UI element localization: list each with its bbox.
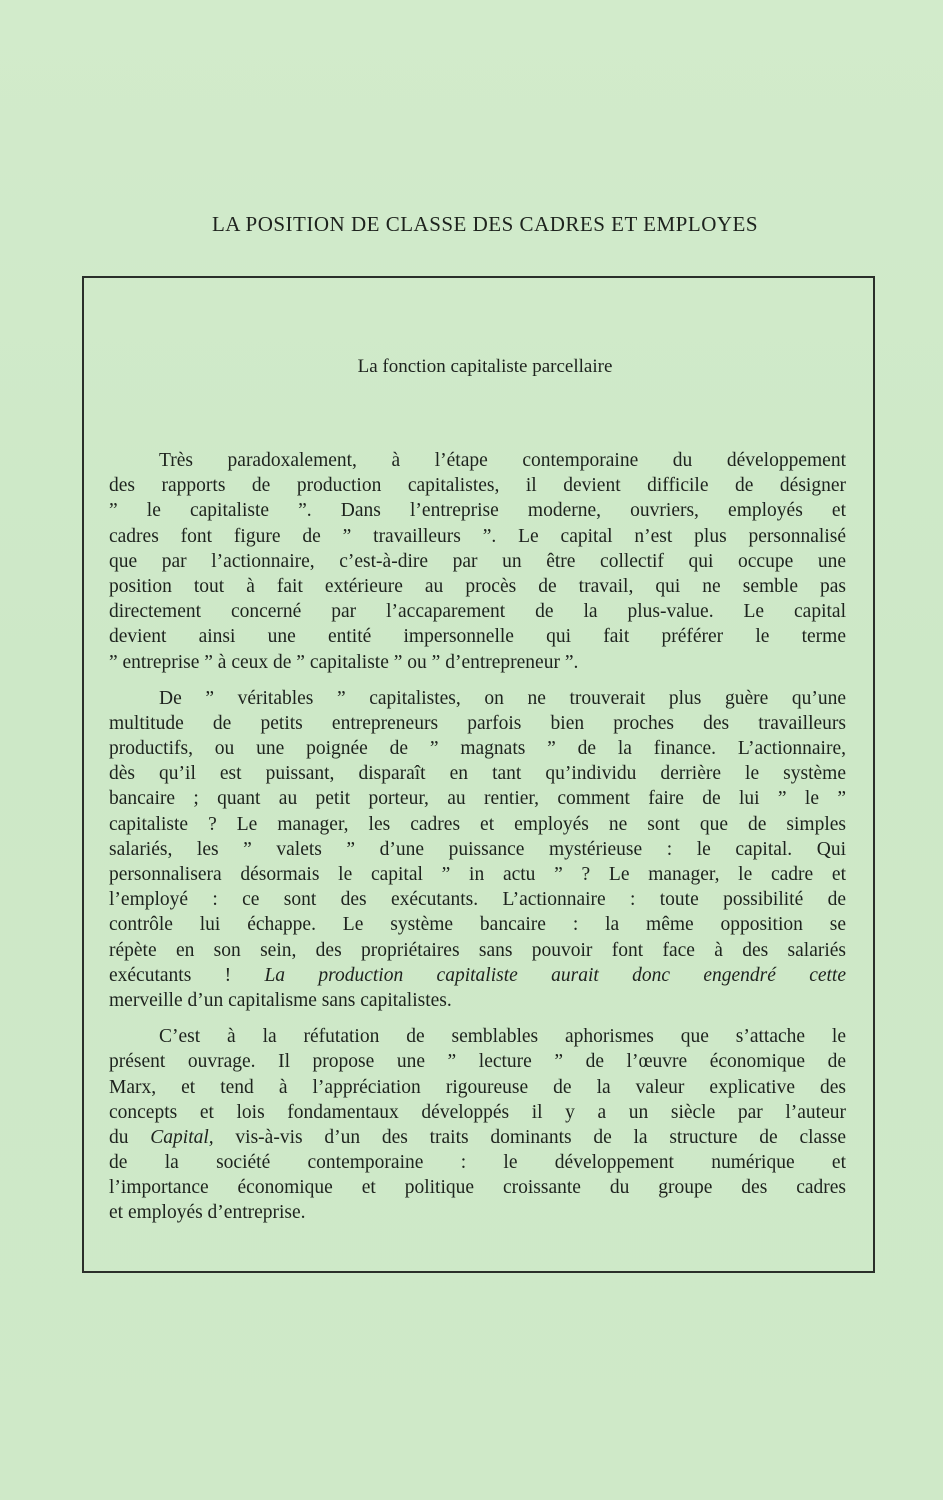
italic-text-line: merveille d’un capitalisme sans capitalistes. xyxy=(109,989,452,1011)
text-line: et employés d’entreprise. xyxy=(109,1202,306,1224)
text-line: que par l’actionnaire, c’est-à-dire par un être collectif qui occupe une xyxy=(109,550,846,572)
paragraph-1 xyxy=(109,448,846,675)
text-line: devient ainsi une entité impersonnelle qui fait préférer le terme xyxy=(109,626,846,648)
text-line: ” entreprise ” à ceux de ” capitaliste ” ou ” d’entrepreneur ”. xyxy=(109,651,579,673)
text-line: présent ouvrage. Il propose une ” lecture ” de l’œuvre économique de xyxy=(109,1051,846,1073)
text-line: des rapports de production capitalistes, il devient difficile de désigner xyxy=(109,475,846,497)
body-text xyxy=(109,448,846,1237)
text-line: l’employé : ce sont des exécutants. L’actionnaire : toute possibilité de xyxy=(109,889,846,911)
text-line: dès qu’il est puissant, disparaît en tant qu’individu derrière le système xyxy=(109,763,846,785)
text-line: ” le capitaliste ”. Dans l’entreprise moderne, ouvriers, employés et xyxy=(109,500,846,522)
text-line: De ” véritables ” capitalistes, on ne trouverait plus guère qu’une xyxy=(159,687,846,709)
text-line: contrôle lui échappe. Le système bancaire : la même opposition se xyxy=(109,914,846,936)
text-line: cadres font figure de ” travailleurs ”. Le capital n’est plus personnalisé xyxy=(109,525,846,547)
text-run: exécutants ! xyxy=(109,964,232,986)
page-title: LA POSITION DE CLASSE DES CADRES ET EMPLOYES xyxy=(211,212,759,236)
text-line xyxy=(109,963,846,988)
text-line: Très paradoxalement, à l’étape contemporaine du développement xyxy=(159,450,846,471)
paragraph-2 xyxy=(109,686,846,1013)
text-line: multitude de petits entrepreneurs parfois bien proches des travailleurs xyxy=(109,712,846,734)
text-line xyxy=(109,1125,846,1150)
text-line: de la société contemporaine : le développement numérique et xyxy=(109,1152,846,1174)
text-line: capitaliste ? Le manager, les cadres et employés ne sont que de simples xyxy=(109,813,846,835)
text-line: C’est à la réfutation de semblables aphorismes que s’attache le xyxy=(159,1026,846,1048)
text-line: personnalisera désormais le capital ” in actu ” ? Le manager, le cadre et xyxy=(109,864,846,885)
text-line: position tout à fait extérieure au procès de travail, qui ne semble pas xyxy=(109,575,846,597)
text-run: vis-à-vis d’un des traits dominants de la structure de classe xyxy=(235,1126,847,1148)
section-subtitle: La fonction capitaliste parcellaire xyxy=(357,356,613,377)
text-line: bancaire ; quant au petit porteur, au rentier, comment faire de lui ” le ” xyxy=(109,788,846,810)
text-line: productifs, ou une poignée de ” magnats ” de la finance. L’actionnaire, xyxy=(109,738,846,760)
text-line: répète en son sein, des propriétaires sans pouvoir font face à des salariés xyxy=(109,939,846,961)
text-line: directement concerné par l’accaparement de la plus-value. Le capital xyxy=(109,601,846,623)
text-run: du xyxy=(109,1126,129,1148)
italic-text-run: La production capitaliste aurait donc engendré cette xyxy=(264,964,847,986)
paragraph-3 xyxy=(109,1024,846,1226)
text-line: l’importance économique et politique croissante du groupe des cadres xyxy=(109,1177,846,1199)
text-line: salariés, les ” valets ” d’une puissance mystérieuse : le capital. Qui xyxy=(109,838,846,860)
text-line: concepts et lois fondamentaux développés il y a un siècle par l’auteur xyxy=(109,1101,846,1123)
italic-text-run: Capital, xyxy=(150,1126,214,1148)
text-line: Marx, et tend à l’appréciation rigoureuse de la valeur explicative des xyxy=(109,1076,846,1098)
